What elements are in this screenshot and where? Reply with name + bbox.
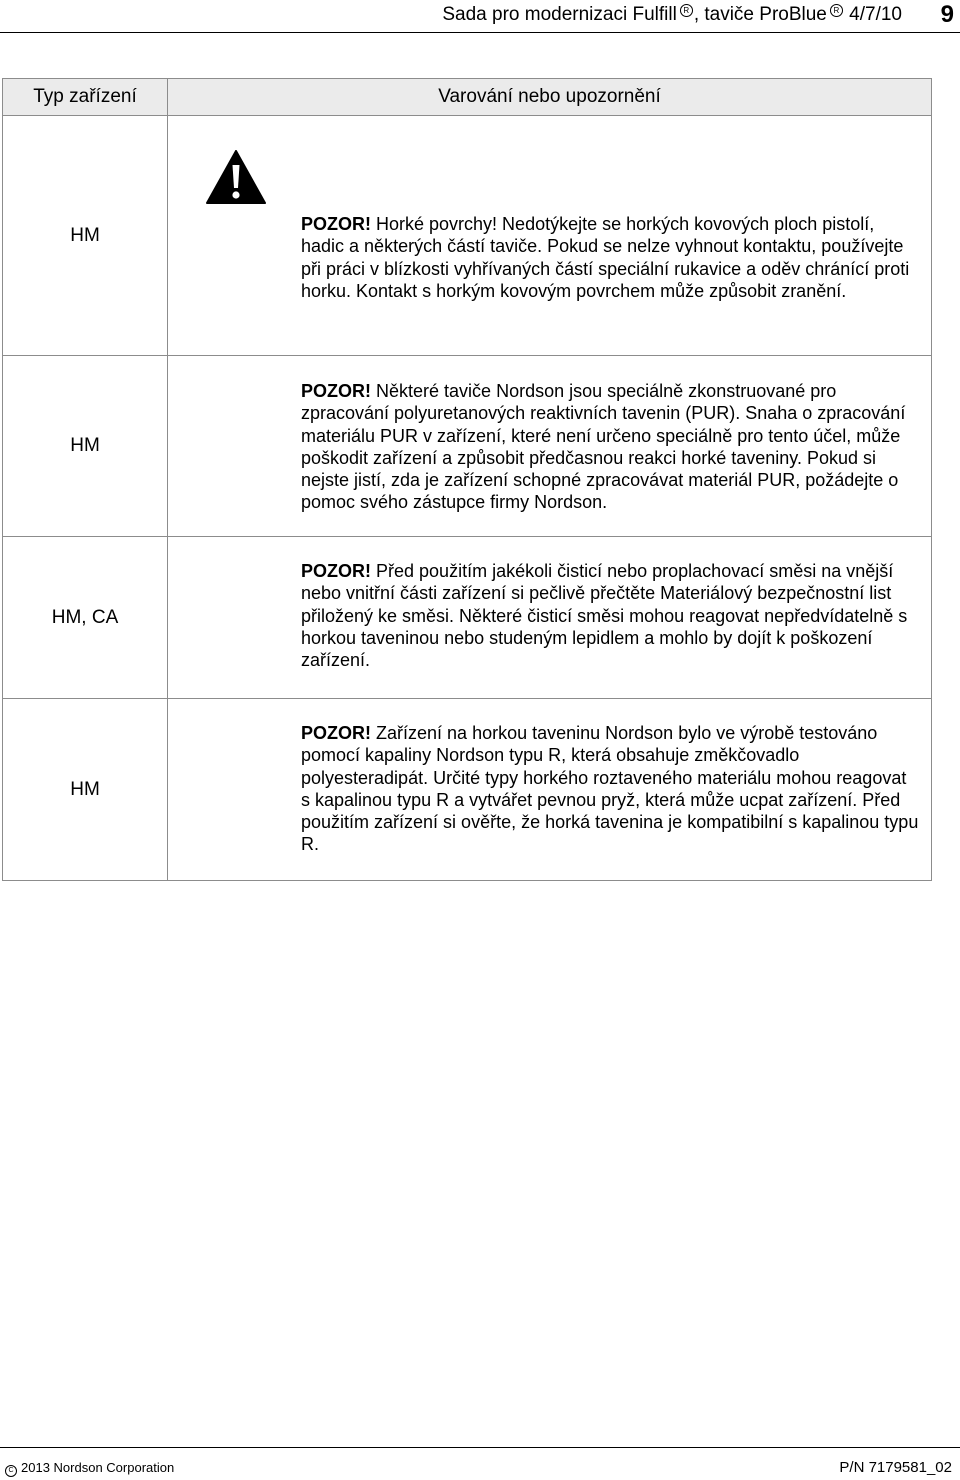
- warning-cell: [168, 116, 932, 356]
- caution-label: POZOR!: [301, 561, 371, 581]
- caution-label: POZOR!: [301, 723, 371, 743]
- warning-body: Některé taviče Nordson jsou speciálně zkonstruované pro zpracování polyuretanových reaktivních tavenin (PUR). Snaha o zpracování materiálu PUR v zařízení, které není určeno speciálně pro tento účel, může poškodit zařízení a způsobit předčasnou reakci horké taveniny. Pokud si nejste jistí, zda je zařízení schopné zpracovávat materiál PUR, požádejte o pomoc svého zástupce firmy Nordson.: [301, 381, 906, 513]
- equipment-type: HM: [3, 116, 168, 356]
- footer-rule: [0, 1447, 960, 1448]
- page-header: [0, 0, 960, 33]
- copyright-mark: C: [5, 1465, 17, 1477]
- table-row: [3, 537, 932, 699]
- warning-cell: [168, 356, 932, 537]
- caution-label: POZOR!: [301, 381, 371, 401]
- warning-text: [168, 699, 931, 856]
- part-number: P/N 7179581_02: [839, 1459, 952, 1476]
- warnings-table: [2, 78, 932, 881]
- warning-body: Před použitím jakékoli čisticí nebo proplachovací směsi na vnější nebo vnitřní části zařízení si pečlivě přečtěte Materiálový bezpečnostní list přiložený ke směsi. Některé čisticí směsi mohou reagovat nepředvídatelně s horkou taveninou nebo studeným lepidlem a mohlo by dojít k poškození zařízení.: [301, 561, 908, 671]
- warning-body: Horké povrchy! Nedotýkejte se horkých kovových ploch pistolí, hadic a některých částí taviče. Pokud se nelze vyhnout kontaktu, používejte při práci v blízkosti vyhřívaných částí speciální rukavice a oděv chránící proti horku. Kontakt s horkým kovovým povrchem může způsobit zranění.: [301, 214, 910, 301]
- page-number: 9: [940, 1, 954, 28]
- warning-text: [168, 116, 931, 302]
- registered-mark: R: [680, 4, 693, 17]
- table-row: [3, 356, 932, 537]
- table-row: [3, 699, 932, 881]
- warning-cell: [168, 699, 932, 881]
- equipment-type: HM, CA: [3, 537, 168, 699]
- registered-mark: R: [830, 4, 843, 17]
- caution-label: POZOR!: [301, 214, 371, 234]
- column-header-equipment-type: Typ zařízení: [3, 79, 168, 116]
- title-text-3: 4/7/10: [843, 4, 902, 25]
- copyright-text: 2013 Nordson Corporation: [21, 1460, 175, 1475]
- warning-triangle-icon: [206, 150, 266, 204]
- title-text-2: , taviče ProBlue: [693, 4, 827, 25]
- table-header-row: [3, 79, 932, 116]
- warning-text: [168, 356, 931, 514]
- warning-text: [168, 537, 931, 671]
- equipment-type: HM: [3, 356, 168, 537]
- warning-body: Zařízení na horkou taveninu Nordson bylo ve výrobě testováno pomocí kapaliny Nordson typu R, která obsahuje změkčovadlo polyesteradipát. Určité typy horkého roztaveného materiálu mohou reagovat s kapalinou typu R a vytvářet pevnou pryž, která může ucpat zařízení. Před použitím zařízení si ověřte, že horká tavenina je kompatibilní s kapalinou typu R.: [301, 723, 919, 855]
- column-header-warning: Varování nebo upozornění: [168, 79, 932, 116]
- document-title: [442, 4, 902, 26]
- copyright-notice: [5, 1460, 174, 1477]
- title-text-1: Sada pro modernizaci Fulfill: [442, 4, 677, 25]
- equipment-type: HM: [3, 699, 168, 881]
- table-row: [3, 116, 932, 356]
- warning-cell: [168, 537, 932, 699]
